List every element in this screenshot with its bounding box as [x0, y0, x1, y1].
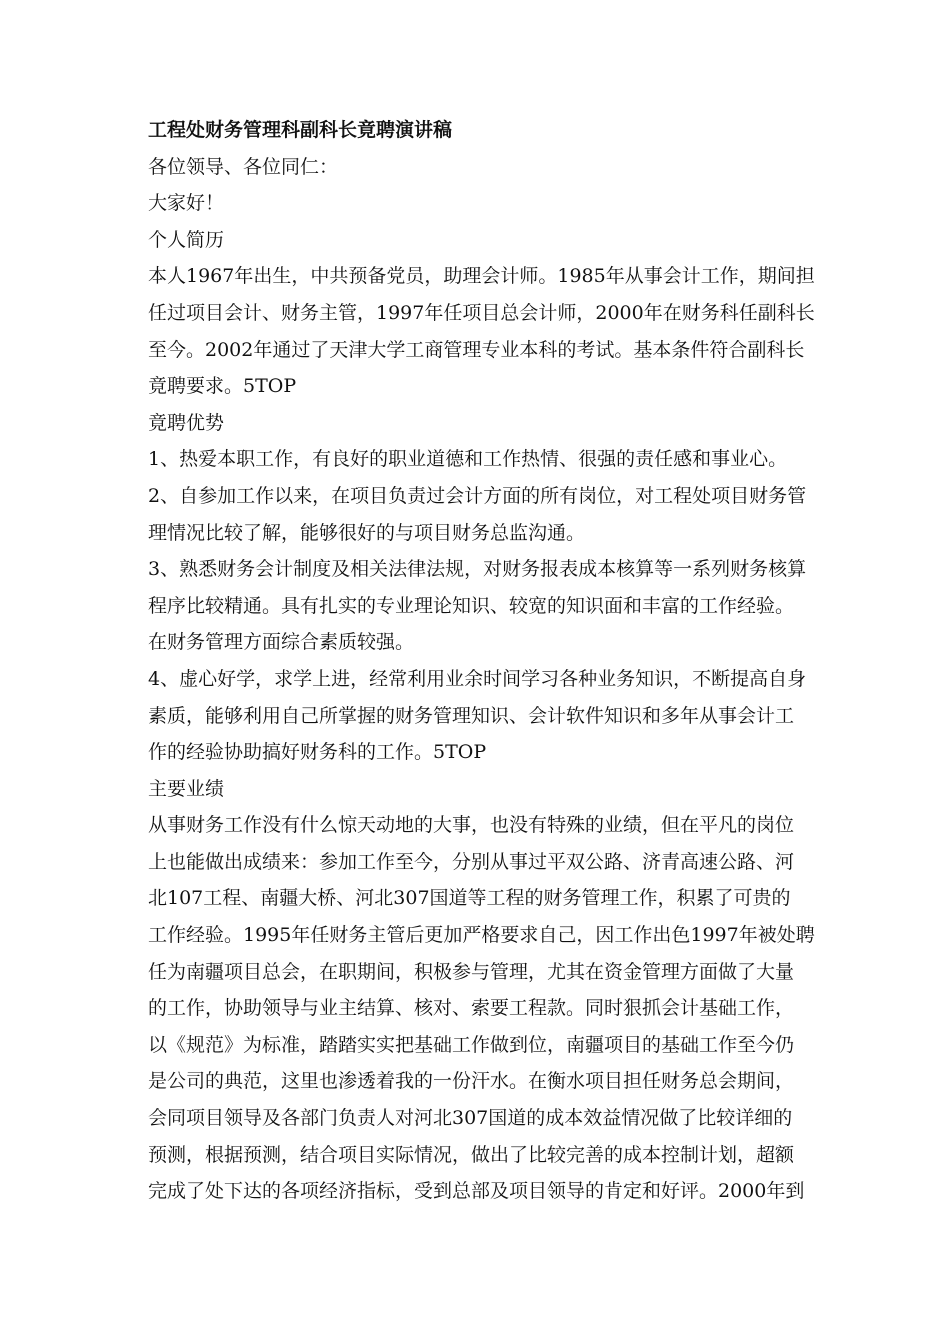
achievement-line: 工作经验。1995年任财务主管后更加严格要求自己，因工作出色1997年被处聘 — [148, 924, 815, 947]
advantage-item-4 — [148, 661, 808, 771]
resume-line: 竟聘要求。5TOP — [148, 375, 297, 398]
hello: 大家好！ — [148, 192, 225, 215]
advantage-line: 1、热爱本职工作，有良好的职业道德和工作热情、很强的责任感和事业心。 — [148, 448, 788, 471]
achievement-line: 完成了处下达的各项经济指标，受到总部及项目领导的肯定和好评。2000年到 — [148, 1180, 805, 1203]
achievement-line: 上也能做出成绩来：参加工作至今，分别从事过平双公路、济青高速公路、河 — [148, 850, 795, 873]
achievement-line: 北107工程、南疆大桥、河北307国道等工程的财务管理工作，积累了可贵的 — [148, 887, 791, 910]
advantage-line: 3、熟悉财务会计制度及相关法律法规，对财务报表成本核算等一系列财务核算 — [148, 558, 807, 581]
greeting: 各位领导、各位同仁： — [148, 155, 339, 178]
achievements-paragraph — [148, 807, 815, 1210]
achievement-line: 是公司的典范，这里也渗透着我的一份汗水。在衡水项目担任财务总会期间， — [148, 1070, 795, 1093]
resume-line: 至今。2002年通过了天津大学工商管理专业本科的考试。基本条件符合副科长 — [148, 338, 805, 361]
advantage-line: 作的经验协助搞好财务科的工作。5TOP — [148, 741, 487, 764]
section-heading-achievements: 主要业绩 — [148, 777, 225, 800]
achievement-line: 任为南疆项目总会，在职期间，积极参与管理，尤其在资金管理方面做了大量 — [148, 960, 795, 983]
advantage-line: 素质，能够利用自己所掌握的财务管理知识、会计软件知识和多年从事会计工 — [148, 704, 795, 727]
advantage-item-3 — [148, 551, 808, 661]
advantage-line: 4、虚心好学，求学上进，经常利用业余时间学习各种业务知识，不断提高自身 — [148, 667, 807, 690]
achievement-line: 预测，根据预测，结合项目实际情况，做出了比较完善的成本控制计划，超额 — [148, 1143, 795, 1166]
advantage-line: 理情况比较了解，能够很好的与项目财务总监沟通。 — [148, 521, 586, 544]
document-body — [148, 112, 815, 1210]
resume-paragraph — [148, 258, 815, 404]
achievement-line: 以《规范》为标准，踏踏实实把基础工作做到位，南疆项目的基础工作至今仍 — [148, 1033, 795, 1056]
document-title: 工程处财务管理科副科长竟聘演讲稿 — [148, 119, 453, 141]
resume-line: 任过项目会计、财务主管，1997年任项目总会计师，2000年在财务科任副科长 — [148, 301, 815, 324]
achievement-line: 会同项目领导及各部门负责人对河北307国道的成本效益情况做了比较详细的 — [148, 1107, 793, 1130]
section-heading-resume: 个人简历 — [148, 228, 225, 251]
advantage-item-2 — [148, 478, 808, 551]
advantage-line: 在财务管理方面综合素质较强。 — [148, 631, 415, 654]
advantage-item-1 — [148, 441, 808, 478]
achievement-line: 从事财务工作没有什么惊天动地的大事，也没有特殊的业绩，但在平凡的岗位 — [148, 814, 795, 837]
resume-line: 本人1967年出生，中共预备党员，助理会计师。1985年从事会计工作，期间担 — [148, 265, 815, 288]
advantage-line: 2、自参加工作以来，在项目负责过会计方面的所有岗位，对工程处项目财务管 — [148, 484, 807, 507]
achievement-line: 的工作，协助领导与业主结算、核对、索要工程款。同时狠抓会计基础工作， — [148, 997, 795, 1020]
advantage-line: 程序比较精通。具有扎实的专业理论知识、较宽的知识面和丰富的工作经验。 — [148, 594, 795, 617]
section-heading-advantages: 竟聘优势 — [148, 411, 225, 434]
